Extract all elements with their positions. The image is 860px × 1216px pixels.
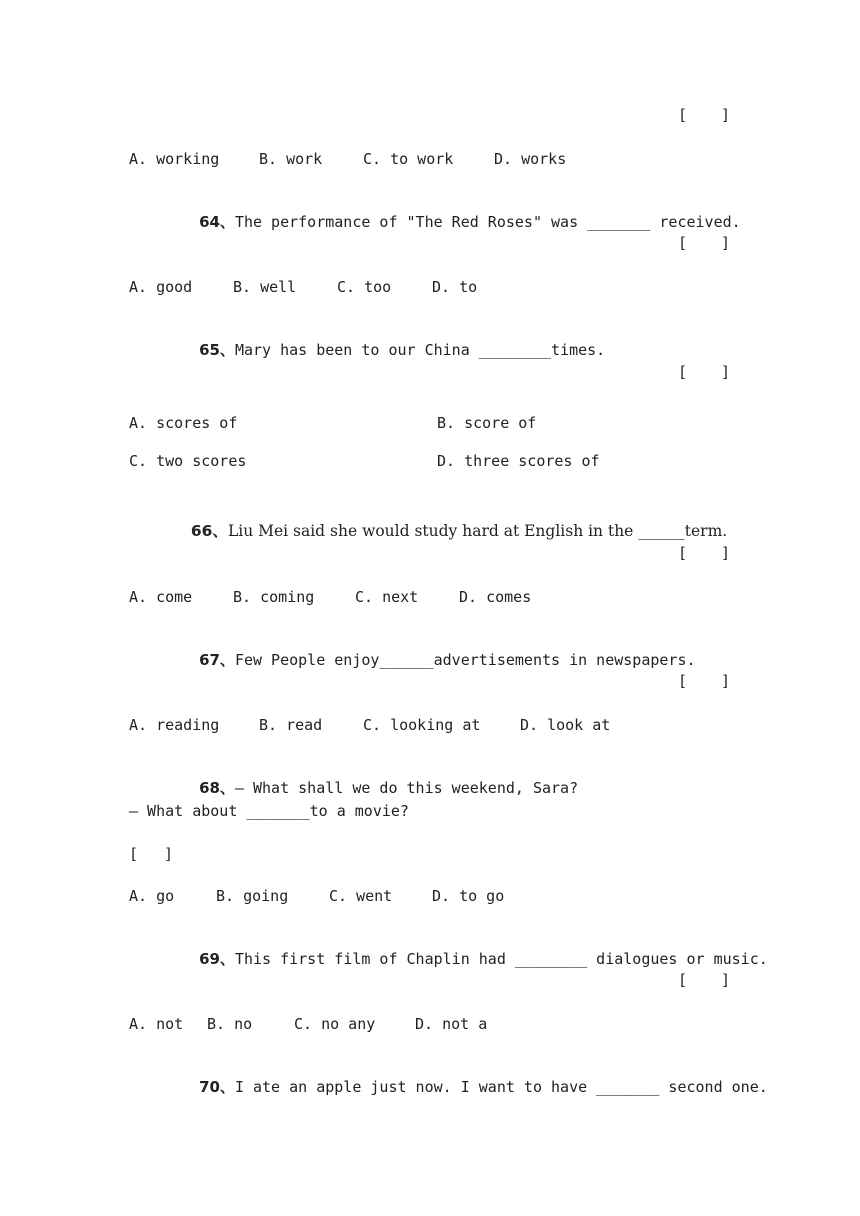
q65-text: Mary has been to our China ________times.	[234, 341, 606, 359]
q68-option-d: D. to go	[432, 887, 505, 905]
q65-option-a: A. scores of	[129, 414, 238, 432]
q67-option-c: C. looking at	[363, 716, 481, 734]
q66-option-c: C. next	[355, 588, 419, 606]
q64-number: 64、	[199, 213, 235, 231]
answer-bracket	[678, 970, 730, 990]
q67-number: 67、	[199, 651, 235, 669]
q66-option-b: B. coming	[233, 588, 315, 606]
q69-option-c: C. no any	[294, 1015, 376, 1033]
q69-number: 69、	[199, 950, 235, 968]
q70-number: 70、	[199, 1078, 235, 1096]
bracket-open: [	[678, 106, 688, 124]
bracket-close: ]	[163, 845, 173, 863]
q65-number: 65、	[199, 341, 235, 359]
bracket-close: ]	[720, 234, 730, 252]
q63-option-d: D. works	[494, 150, 567, 168]
q66-text: Liu Mei said she would study hard at English in the ______term.	[227, 522, 728, 540]
q65-option-c: C. two scores	[129, 452, 247, 470]
answer-bracket	[678, 543, 730, 563]
q66-option-a: A. come	[129, 588, 193, 606]
q68-option-a: A. go	[129, 887, 175, 905]
q64-option-c: C. too	[337, 278, 392, 296]
q69-option-a: A. not	[129, 1015, 184, 1033]
q63-option-b: B. work	[259, 150, 323, 168]
q68-option-b: B. going	[216, 887, 289, 905]
q64-option-a: A. good	[129, 278, 193, 296]
q69-option-b: B. no	[207, 1015, 253, 1033]
q69-text: This first film of Chaplin had ________ dialogues or music.	[234, 950, 768, 968]
q68-dialogue-reply: — What about _______to a movie?	[129, 802, 409, 820]
bracket-open: [	[678, 544, 688, 562]
q70-text: I ate an apple just now. I want to have _______ second one.	[234, 1078, 768, 1096]
q67-option-d: D. look at	[520, 716, 611, 734]
bracket-close: ]	[720, 971, 730, 989]
bracket-close: ]	[720, 363, 730, 381]
q64-option-d: D. to	[432, 278, 478, 296]
q69-question	[181, 929, 768, 969]
q66-question	[181, 501, 727, 541]
q65-option-b: B. score of	[437, 414, 537, 432]
bracket-open: [	[678, 363, 688, 381]
answer-bracket	[129, 844, 173, 864]
q65-option-d: D. three scores of	[437, 452, 600, 470]
q68-option-c: C. went	[329, 887, 393, 905]
q67-option-b: B. read	[259, 716, 323, 734]
q65-question	[181, 320, 605, 360]
q66-option-d: D. comes	[459, 588, 532, 606]
bracket-open: [	[129, 845, 139, 863]
bracket-close: ]	[720, 672, 730, 690]
q64-text: The performance of "The Red Roses" was _______ received.	[234, 213, 741, 231]
q67-question	[181, 630, 696, 670]
q67-text: Few People enjoy______advertisements in newspapers.	[234, 651, 696, 669]
bracket-close: ]	[720, 106, 730, 124]
bracket-open: [	[678, 672, 688, 690]
bracket-close: ]	[720, 544, 730, 562]
q68-question	[181, 758, 578, 798]
q67-option-a: A. reading	[129, 716, 220, 734]
q63-option-c: C. to work	[363, 150, 454, 168]
answer-bracket	[678, 105, 730, 125]
q66-number: 66、	[190, 522, 228, 540]
bracket-open: [	[678, 234, 688, 252]
q69-option-d: D. not a	[415, 1015, 488, 1033]
q68-number: 68、	[199, 779, 235, 797]
q64-option-b: B. well	[233, 278, 297, 296]
answer-bracket	[678, 233, 730, 253]
q64-question	[181, 192, 741, 232]
bracket-open: [	[678, 971, 688, 989]
answer-bracket	[678, 671, 730, 691]
q70-question	[181, 1057, 768, 1097]
answer-bracket	[678, 362, 730, 382]
q68-text: — What shall we do this weekend, Sara?	[234, 779, 579, 797]
q63-option-a: A. working	[129, 150, 220, 168]
